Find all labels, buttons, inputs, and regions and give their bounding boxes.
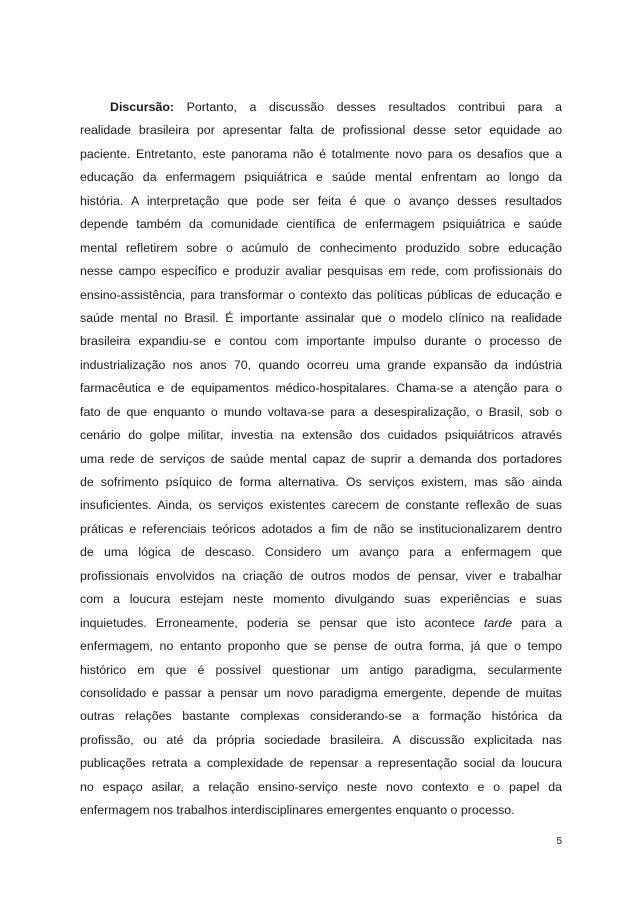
text-line: de sofrimento psíquico de forma alternativa. Os serviços existem, mas são ainda [80,475,562,489]
text-line: de uma lógica de descaso. Considero um avanço para a enfermagem que [80,545,562,560]
text-line [80,96,562,119]
page-number: 5 [556,836,562,847]
text-line: mental refletirem sobre o acúmulo de conhecimento produzido sobre educação [80,240,562,255]
text-line: paciente. Entretanto, este panorama não é totalmente novo para os desafios que a [80,146,562,161]
text-line: uma rede de serviços de saúde mental capaz de suprir a demanda dos portadores [80,451,562,466]
text-line: histórico em que é possível questionar um antigo paradigma, secularmente [80,662,562,677]
text-line: brasileira expandiu-se e contou com importante impulso durante o processo de [80,334,562,349]
text-line: ensino-assistência, para transformar o contexto das políticas públicas de educação e [80,287,562,302]
text-line-tail: para a [512,615,563,630]
text-line-content: inquietudes. Erroneamente, poderia se pensar que isto acontece [80,615,484,630]
text-line: industrialização nos anos 70, quando ocorreu uma grande expansão da indústria [80,357,562,372]
text-line: nesse campo específico e produzir avaliar pesquisas em rede, com profissionais do [80,264,562,279]
text-line: farmacêutica e de equipamentos médico-hospitalares. Chama-se a atenção para o [80,381,562,396]
text-line [80,612,562,635]
text-line: fato de que enquanto o mundo voltava-se para a desespiralização, o Brasil, sob o [80,404,562,419]
text-line: insuficientes. Ainda, os serviços existentes carecem de constante reflexão de suas [80,498,562,513]
text-line: profissão, ou até da própria sociedade brasileira. A discussão explicitada nas [80,732,562,747]
text-line: história. A interpretação que pode ser feita é que o avanço desses resultados [80,193,562,208]
text-line: saúde mental no Brasil. É importante assinalar que o modelo clínico na realidade [80,310,562,325]
text-line: depende também da comunidade científica de enfermagem psiquiátrica e saúde [80,217,562,232]
text-line: outras relações bastante complexas considerando-se a formação histórica da [80,709,562,724]
text-line: práticas e referenciais teóricos adotados a fim de não se institucionalizarem dentro [80,521,562,536]
text-line: no espaço asilar, a relação ensino-serviço neste novo contexto e o papel da [80,779,562,794]
italic-emphasis: tarde [483,615,513,630]
text-line: enfermagem nos trabalhos interdisciplinares emergentes enquanto o processo. [80,803,515,818]
text-line: realidade brasileira por apresentar falta de profissional desse setor equidade ao [80,123,562,138]
text-line: publicações retrata a complexidade de repensar a representação social da loucura [80,756,562,771]
section-heading-label: Discursão: [110,100,175,114]
text-line: profissionais envolvidos na criação de outros modos de pensar, viver e trabalhar [80,568,562,583]
text-line-content: Portanto, a discussão desses resultados contribui para a [174,100,562,114]
text-line: enfermagem, no entanto proponho que se pense de outra forma, já que o tempo [80,639,562,654]
text-line: consolidado e passar a pensar um novo paradigma emergente, depende de muitas [80,685,562,700]
body-paragraph [80,96,562,823]
text-line: educação da enfermagem psiquiátrica e saúde mental enfrentam ao longo da [80,170,562,185]
text-line: cenário do golpe militar, investia na extensão dos cuidados psiquiátricos através [80,428,562,443]
text-line: com a loucura estejam neste momento divulgando suas experiências e suas [80,592,562,607]
